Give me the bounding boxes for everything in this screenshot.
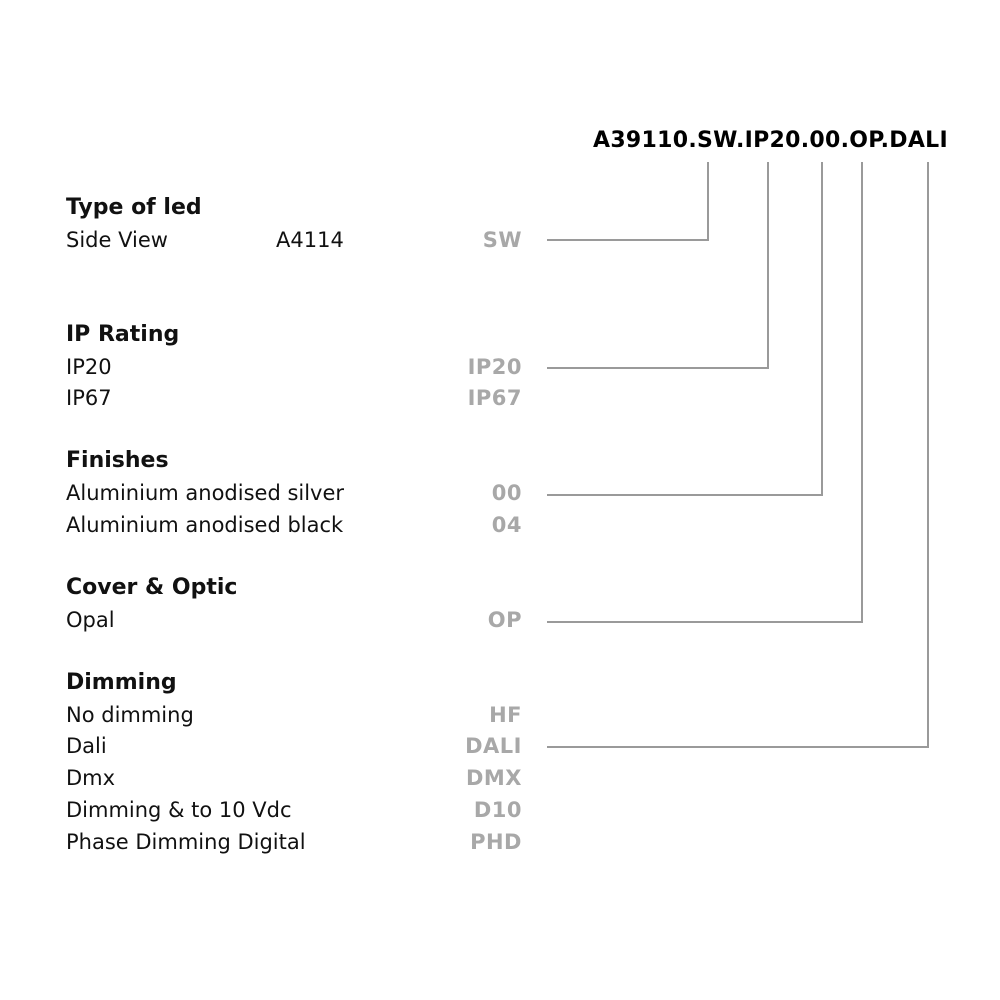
option-code: SW <box>482 228 522 252</box>
option-code: HF <box>489 703 522 727</box>
connector-op <box>547 162 862 622</box>
section-heading-ip-rating: IP Rating <box>66 322 180 347</box>
option-code: D10 <box>473 798 522 822</box>
option-label: IP20 <box>66 355 112 379</box>
option-label: Dimming & to 10 Vdc <box>66 798 292 822</box>
option-code: PHD <box>470 830 522 854</box>
option-label: Aluminium anodised black <box>66 513 344 537</box>
option-label: Dali <box>66 734 107 758</box>
option-label: Opal <box>66 608 115 632</box>
option-code: 04 <box>491 513 522 537</box>
option-label: IP67 <box>66 386 112 410</box>
product-code: A39110.SW.IP20.00.OP.DALI <box>593 128 948 153</box>
option-reference: A4114 <box>276 228 344 252</box>
connector-00 <box>547 162 822 495</box>
option-label: Side View <box>66 228 168 252</box>
connector-dali <box>547 162 928 747</box>
option-code: 00 <box>491 481 522 505</box>
section-heading-cover-optic: Cover & Optic <box>66 575 238 600</box>
option-code: IP67 <box>467 386 522 410</box>
option-label: Phase Dimming Digital <box>66 830 306 854</box>
section-heading-finishes: Finishes <box>66 448 169 473</box>
option-label: Dmx <box>66 766 116 790</box>
section-heading-type-of-led: Type of led <box>66 195 202 220</box>
option-code: DALI <box>465 734 522 758</box>
connector-sw <box>547 162 708 240</box>
section-heading-dimming: Dimming <box>66 670 177 695</box>
option-code: OP <box>487 608 522 632</box>
connector-ip20 <box>547 162 768 368</box>
option-label: No dimming <box>66 703 194 727</box>
option-code: IP20 <box>467 355 522 379</box>
option-code: DMX <box>465 766 522 790</box>
option-label: Aluminium anodised silver <box>66 481 345 505</box>
